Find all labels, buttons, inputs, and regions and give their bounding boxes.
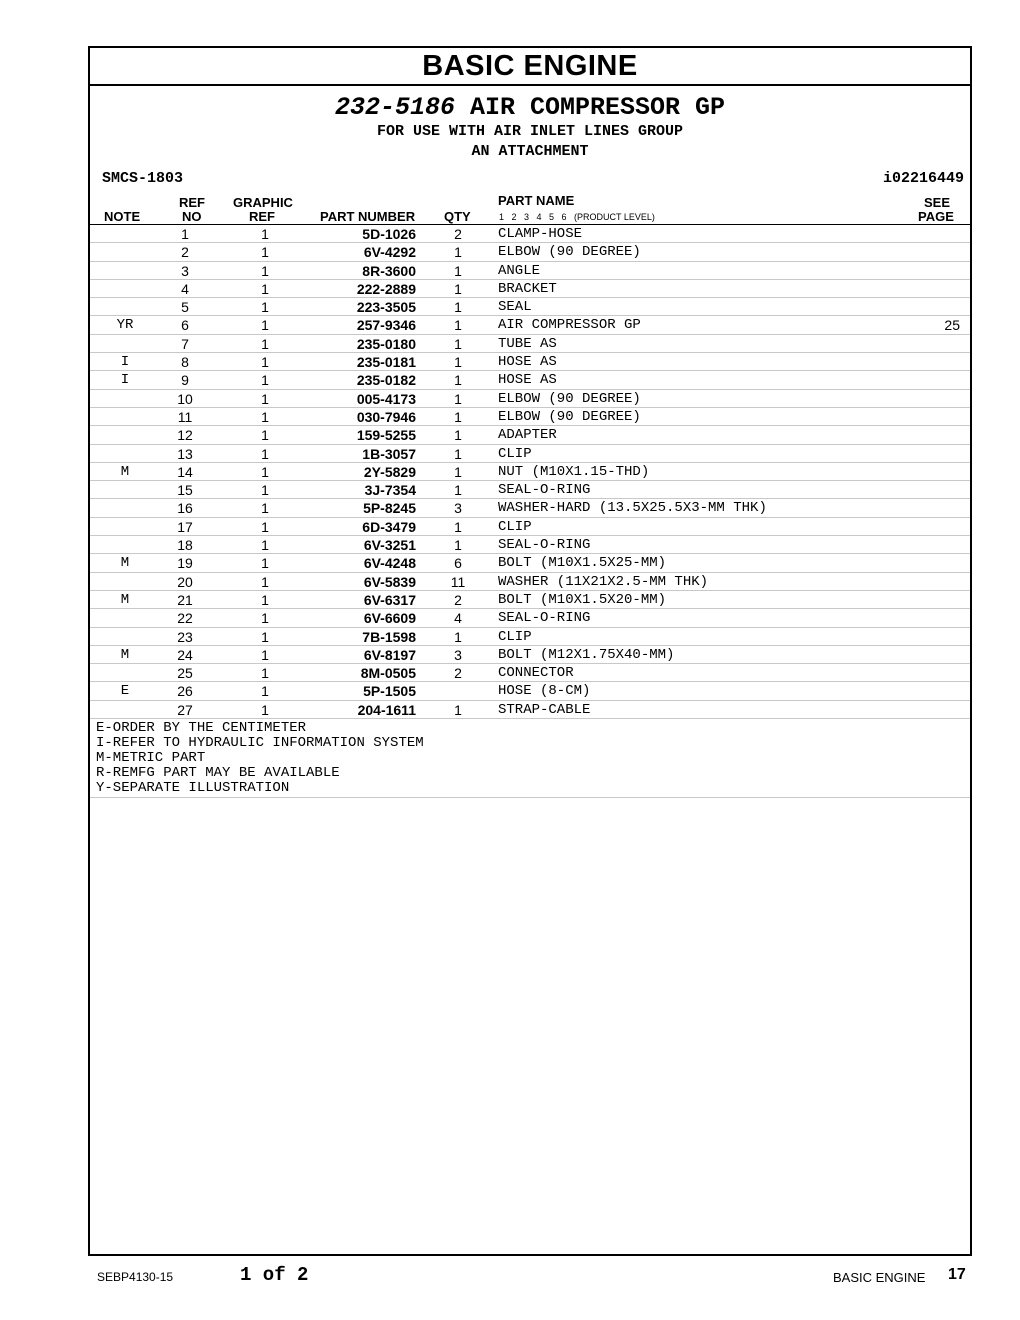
part-name-cell: CLAMP-HOSE <box>498 226 583 242</box>
ref-no-cell: 1 <box>181 226 189 242</box>
part-name-cell: WASHER (11X21X2.5-MM THK) <box>498 573 709 590</box>
part-name-cell: CONNECTOR <box>498 665 574 682</box>
ref-no-cell: 18 <box>177 537 193 554</box>
note-cell: M <box>120 591 130 608</box>
col-qty: QTY <box>444 209 471 224</box>
part-number-cell[interactable]: 159-5255 <box>356 427 416 444</box>
col-graphic-top: GRAPHIC <box>233 195 293 210</box>
ref-no-cell: 11 <box>177 408 193 425</box>
part-number-cell[interactable]: 6V-3251 <box>363 537 416 554</box>
part-number-cell[interactable]: 5D-1026 <box>362 226 416 242</box>
part-name-cell: NUT (M10X1.15-THD) <box>498 463 650 480</box>
qty-cell: 1 <box>454 317 462 334</box>
page-footer <box>0 1262 1020 1292</box>
qty-cell: 1 <box>454 280 462 297</box>
qty-cell: 1 <box>454 482 462 499</box>
footer-doc-number: SEBP4130-15 <box>97 1270 174 1284</box>
part-name-cell: HOSE AS <box>498 354 557 371</box>
col-see-top: SEE <box>924 195 951 210</box>
part-number-cell[interactable]: 3J-7354 <box>364 482 416 499</box>
graphic-ref-cell: 1 <box>261 244 269 261</box>
note-cell: E <box>120 683 130 700</box>
ref-no-cell: 17 <box>177 518 193 535</box>
graphic-ref-cell: 1 <box>261 390 269 407</box>
part-number-cell[interactable]: 223-3505 <box>356 299 416 316</box>
part-name-cell: ELBOW (90 DEGREE) <box>498 390 641 407</box>
part-number-cell[interactable]: 8R-3600 <box>362 262 416 279</box>
part-number-cell[interactable]: 6V-8197 <box>363 646 416 663</box>
footer-section: BASIC ENGINE <box>833 1270 926 1285</box>
table-row <box>90 573 970 591</box>
group-subtitle-2: AN ATTACHMENT <box>471 143 589 160</box>
group-title <box>90 94 970 122</box>
part-number-cell[interactable]: 6V-6609 <box>363 610 416 627</box>
part-name-cell: SEAL-O-RING <box>498 610 591 627</box>
table-row <box>90 499 970 517</box>
graphic-ref-cell: 1 <box>261 372 269 389</box>
part-name-cell: BOLT (M12X1.75X40-MM) <box>498 646 675 663</box>
ref-no-cell: 7 <box>181 335 189 352</box>
table-row <box>90 701 970 719</box>
graphic-ref-cell: 1 <box>261 500 269 517</box>
parts-table-body <box>90 225 970 719</box>
col-graphic-bottom: REF <box>249 209 275 224</box>
ref-no-cell: 13 <box>177 445 193 462</box>
part-name-cell: STRAP-CABLE <box>498 701 591 718</box>
note-line: R-REMFG PART MAY BE AVAILABLE <box>96 765 340 782</box>
graphic-ref-cell: 1 <box>261 408 269 425</box>
group-name: AIR COMPRESSOR GP <box>470 93 726 122</box>
ref-no-cell: 6 <box>181 317 189 334</box>
table-row <box>90 609 970 627</box>
ref-no-cell: 15 <box>177 482 193 499</box>
table-row <box>90 316 970 334</box>
qty-cell: 1 <box>454 701 462 718</box>
ref-no-cell: 3 <box>181 262 189 279</box>
footer-page-number: 17 <box>948 1266 966 1283</box>
ref-no-cell: 9 <box>181 372 189 389</box>
document-id: i02216449 <box>882 170 964 187</box>
graphic-ref-cell: 1 <box>261 262 269 279</box>
graphic-ref-cell: 1 <box>261 646 269 663</box>
col-note: NOTE <box>104 209 141 224</box>
note-cell: M <box>120 646 130 663</box>
part-number-cell[interactable]: 6V-6317 <box>363 591 416 608</box>
qty-cell: 1 <box>454 299 462 316</box>
table-row <box>90 390 970 408</box>
part-number-cell[interactable]: 204-1611 <box>357 701 416 718</box>
part-number-cell[interactable]: 235-0180 <box>356 335 416 352</box>
graphic-ref-cell: 1 <box>261 555 269 572</box>
part-name-cell: TUBE AS <box>498 335 557 352</box>
ref-no-cell: 23 <box>177 628 193 645</box>
graphic-ref-cell: 1 <box>261 573 269 590</box>
part-name-cell: CLIP <box>498 445 532 462</box>
ref-no-cell: 4 <box>181 280 189 297</box>
ref-no-cell: 24 <box>177 646 193 663</box>
note-line: M-METRIC PART <box>96 750 206 767</box>
group-heading <box>90 86 970 162</box>
table-row <box>90 335 970 353</box>
table-row <box>90 262 970 280</box>
ref-no-cell: 27 <box>177 701 193 718</box>
note-cell: I <box>120 372 130 389</box>
qty-cell: 3 <box>454 500 462 517</box>
graphic-ref-cell: 1 <box>261 463 269 480</box>
table-row <box>90 536 970 554</box>
qty-cell: 1 <box>454 427 462 444</box>
graphic-ref-cell: 1 <box>261 537 269 554</box>
qty-cell: 2 <box>454 665 462 682</box>
see-page-cell[interactable]: 25 <box>944 317 960 334</box>
ref-no-cell: 26 <box>177 683 193 700</box>
note-line: E-ORDER BY THE CENTIMETER <box>96 720 307 737</box>
graphic-ref-cell: 1 <box>261 280 269 297</box>
graphic-ref-cell: 1 <box>261 354 269 371</box>
table-row <box>90 646 970 664</box>
part-name-cell: ANGLE <box>498 262 541 279</box>
table-row <box>90 408 970 426</box>
ref-no-cell: 22 <box>177 610 193 627</box>
part-number-cell[interactable]: 5P-8245 <box>363 500 416 517</box>
smcs-code: SMCS-1803 <box>102 170 184 187</box>
part-number-cell[interactable]: 235-0181 <box>356 354 416 371</box>
part-name-cell: SEAL-O-RING <box>498 482 591 499</box>
part-name-cell: CLIP <box>498 518 532 535</box>
notes-legend <box>90 719 970 798</box>
table-row <box>90 371 970 389</box>
note-line: Y-SEPARATE ILLUSTRATION <box>96 780 290 797</box>
ref-no-cell: 5 <box>181 299 189 316</box>
ref-no-cell: 14 <box>177 463 193 480</box>
graphic-ref-cell: 1 <box>261 317 269 334</box>
graphic-ref-cell: 1 <box>261 445 269 462</box>
table-row <box>90 426 970 444</box>
part-number-cell[interactable]: 6V-4292 <box>363 244 416 261</box>
qty-cell: 1 <box>454 390 462 407</box>
part-number-cell[interactable]: 235-0182 <box>356 372 416 389</box>
table-row <box>90 280 970 298</box>
col-ref-top: REF <box>179 195 205 210</box>
qty-cell: 11 <box>450 573 466 590</box>
table-row <box>90 298 970 316</box>
part-number-cell[interactable]: 6V-5839 <box>363 573 416 590</box>
table-header <box>90 192 970 225</box>
ref-no-cell: 10 <box>177 390 193 407</box>
part-name-cell: SEAL <box>498 299 532 316</box>
part-name-cell: ADAPTER <box>498 427 557 444</box>
qty-cell: 3 <box>454 646 462 663</box>
col-see-bottom: PAGE <box>918 209 954 224</box>
graphic-ref-cell: 1 <box>261 610 269 627</box>
table-row <box>90 518 970 536</box>
part-name-cell: HOSE (8-CM) <box>498 683 591 700</box>
part-name-cell: ELBOW (90 DEGREE) <box>498 244 641 261</box>
part-number-cell[interactable]: 6D-3479 <box>362 518 416 535</box>
ref-no-cell: 21 <box>177 591 193 608</box>
graphic-ref-cell: 1 <box>261 427 269 444</box>
graphic-ref-cell: 1 <box>261 335 269 352</box>
qty-cell: 1 <box>454 628 462 645</box>
table-row <box>90 682 970 700</box>
part-number-cell[interactable]: 8M-0505 <box>360 665 416 682</box>
table-row <box>90 445 970 463</box>
graphic-ref-cell: 1 <box>261 226 269 242</box>
meta-line <box>90 168 970 192</box>
part-number-cell[interactable]: 5P-1505 <box>363 683 416 700</box>
part-name-cell: BRACKET <box>498 280 557 297</box>
part-number-cell[interactable]: 030-7946 <box>356 408 416 425</box>
footer-page-of: 1 of 2 <box>240 1264 309 1286</box>
part-name-cell: AIR COMPRESSOR GP <box>498 317 641 334</box>
ref-no-cell: 12 <box>177 427 193 444</box>
part-name-cell: ELBOW (90 DEGREE) <box>498 408 641 425</box>
part-number-cell[interactable]: 005-4173 <box>356 390 416 407</box>
part-number-cell[interactable]: 6V-4248 <box>363 555 416 572</box>
table-row <box>90 554 970 572</box>
graphic-ref-cell: 1 <box>261 701 269 718</box>
part-name-cell: HOSE AS <box>498 372 557 389</box>
part-number-cell[interactable]: 1B-3057 <box>362 445 416 462</box>
qty-cell: 2 <box>454 226 462 242</box>
part-name-cell: BOLT (M10X1.5X20-MM) <box>498 591 667 608</box>
table-row <box>90 225 970 243</box>
table-row <box>90 243 970 261</box>
qty-cell: 1 <box>454 537 462 554</box>
ref-no-cell: 2 <box>181 244 189 261</box>
table-row <box>90 463 970 481</box>
group-number[interactable]: 232-5186 <box>334 93 455 122</box>
qty-cell: 1 <box>454 354 462 371</box>
section-title: BASIC ENGINE <box>90 48 970 86</box>
group-subtitle-1: FOR USE WITH AIR INLET LINES GROUP <box>376 123 684 140</box>
ref-no-cell: 25 <box>177 665 193 682</box>
note-cell: YR <box>116 317 134 334</box>
table-row <box>90 628 970 646</box>
qty-cell: 1 <box>454 372 462 389</box>
ref-no-cell: 8 <box>181 354 189 371</box>
ref-no-cell: 16 <box>177 500 193 517</box>
ref-no-cell: 20 <box>177 573 193 590</box>
col-part-name: PART NAME <box>498 193 575 208</box>
part-number-cell[interactable]: 257-9346 <box>356 317 416 334</box>
part-number-cell[interactable]: 7B-1598 <box>362 628 416 645</box>
qty-cell: 2 <box>454 591 462 608</box>
graphic-ref-cell: 1 <box>261 683 269 700</box>
note-cell: M <box>120 555 130 572</box>
qty-cell: 1 <box>454 244 462 261</box>
note-cell: I <box>120 354 130 371</box>
ref-no-cell: 19 <box>177 555 193 572</box>
part-name-cell: WASHER-HARD (13.5X25.5X3-MM THK) <box>498 500 767 517</box>
col-ref-bottom: NO <box>182 209 202 224</box>
qty-cell: 1 <box>454 408 462 425</box>
graphic-ref-cell: 1 <box>261 482 269 499</box>
qty-cell: 1 <box>454 463 462 480</box>
table-row <box>90 481 970 499</box>
col-part-number: PART NUMBER <box>320 209 416 224</box>
graphic-ref-cell: 1 <box>261 665 269 682</box>
part-number-cell[interactable]: 222-2889 <box>356 280 416 297</box>
table-row <box>90 591 970 609</box>
part-name-cell: BOLT (M10X1.5X25-MM) <box>498 555 667 572</box>
qty-cell: 4 <box>454 610 462 627</box>
part-number-cell[interactable]: 2Y-5829 <box>363 463 416 480</box>
part-name-cell: SEAL-O-RING <box>498 537 591 554</box>
part-name-cell: CLIP <box>498 628 532 645</box>
table-row <box>90 353 970 371</box>
qty-cell: 6 <box>454 555 462 572</box>
qty-cell: 1 <box>454 262 462 279</box>
qty-cell: 1 <box>454 335 462 352</box>
table-row <box>90 664 970 682</box>
graphic-ref-cell: 1 <box>261 628 269 645</box>
note-line: I-REFER TO HYDRAULIC INFORMATION SYSTEM <box>96 735 424 752</box>
graphic-ref-cell: 1 <box>261 518 269 535</box>
graphic-ref-cell: 1 <box>261 299 269 316</box>
parts-page-frame <box>88 46 972 1256</box>
qty-cell: 1 <box>454 445 462 462</box>
graphic-ref-cell: 1 <box>261 591 269 608</box>
qty-cell: 1 <box>454 518 462 535</box>
col-product-level: 1 2 3 4 5 6 (PRODUCT LEVEL) <box>499 212 655 222</box>
note-cell: M <box>120 463 130 480</box>
